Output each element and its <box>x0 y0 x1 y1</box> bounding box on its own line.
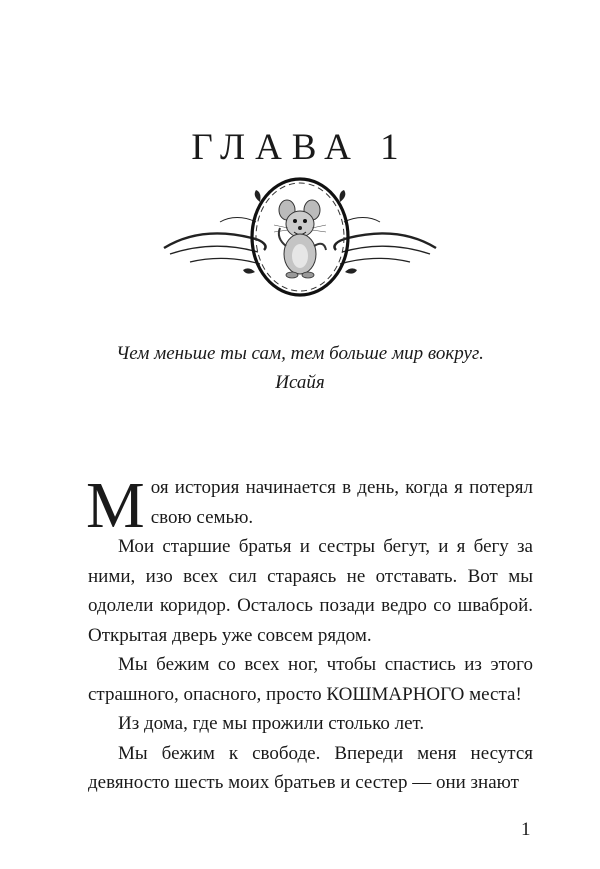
mouse-illustration-icon <box>160 172 440 302</box>
paragraph-text: оя история начинается в день, когда я потерял свою семью. <box>150 477 533 528</box>
paragraph: Мои старшие братья и сестры бегут, и я бегу за ними, изо всех сил стараясь не отставать. Вот мы одолели коридор. Осталось позади ведро со шваброй. Открытая дверь уже совсем рядом. <box>88 536 533 646</box>
epigraph-quote: Чем меньше ты сам, тем больше мир вокруг. <box>116 343 484 364</box>
epigraph <box>0 339 600 397</box>
epigraph-author: Исайя <box>275 372 325 393</box>
page-number: 1 <box>521 819 531 840</box>
paragraph: Мы бежим к свободе. Впереди меня несутся девяносто шесть моих братьев и сестер — они знают <box>88 742 533 793</box>
chapter-title: ГЛАВА 1 <box>191 127 409 168</box>
paragraph <box>86 469 533 542</box>
paragraph: Мы бежим со всех ног, чтобы спастись из этого страшного, опасного, просто КОШМАРНОГО места! <box>88 654 533 705</box>
drop-cap: М <box>86 469 145 542</box>
chapter-body <box>86 469 533 798</box>
paragraph: Из дома, где мы прожили столько лет. <box>118 713 425 734</box>
